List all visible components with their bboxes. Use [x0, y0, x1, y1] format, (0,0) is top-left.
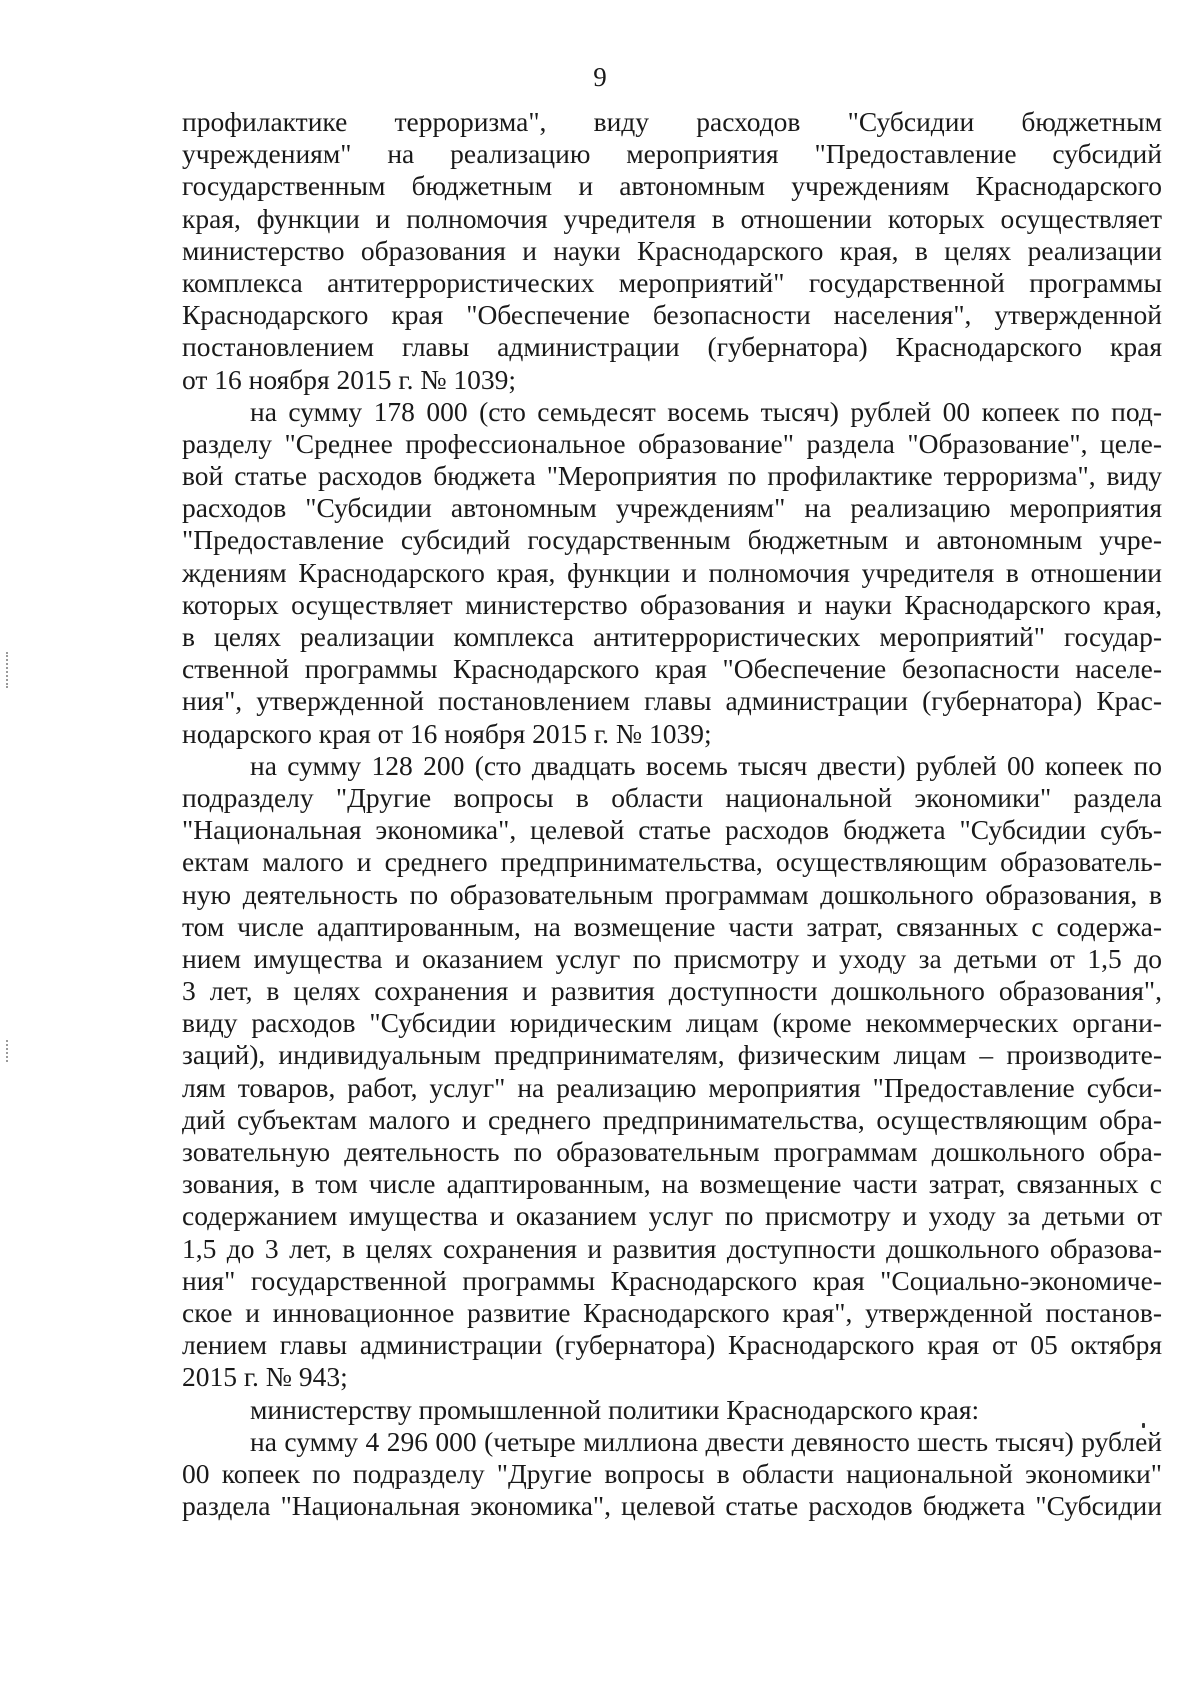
text-line: 2015 г. № 943;	[182, 1361, 348, 1393]
text-line: лям товаров, работ, услуг" на реализацию мероприятия "Предоставление субси-	[182, 1071, 1162, 1103]
text-line: министерство образования и науки Краснодарского края, в целях реализации	[182, 234, 1162, 266]
text-line: Краснодарского края "Обеспечение безопасности населения", утвержденной	[182, 299, 1162, 331]
text-line: министерству промышленной политики Краснодарского края:	[250, 1393, 980, 1425]
text-line: ственной программы Краснодарского края "Обеспечение безопасности населе-	[182, 653, 1162, 685]
text-line: 1,5 до 3 лет, в целях сохранения и развития доступности дошкольного образова-	[182, 1232, 1162, 1264]
paragraph	[182, 396, 1162, 750]
text-line: "Национальная экономика", целевой статье расходов бюджета "Субсидии субъ-	[182, 814, 1162, 846]
text-line: на сумму 4 296 000 (четыре миллиона двести девяносто шесть тысяч) рублей	[250, 1425, 1162, 1457]
scan-artifact-mark	[6, 1040, 11, 1062]
text-line: подразделу "Другие вопросы в области национальной экономики" раздела	[182, 781, 1162, 813]
page-number: 9	[593, 62, 607, 92]
text-line: от 16 ноября 2015 г. № 1039;	[182, 363, 517, 395]
text-line: государственным бюджетным и автономным учреждениям Краснодарского	[182, 170, 1162, 202]
text-line: лением главы администрации (губернатора) Краснодарского края от 05 октября	[182, 1329, 1162, 1361]
paragraph	[182, 750, 1162, 1394]
text-line: нодарского края от 16 ноября 2015 г. № 1039;	[182, 717, 712, 749]
text-line: том числе адаптированным, на возмещение части затрат, связанных с содержа-	[182, 910, 1162, 942]
text-line: ское и инновационное развитие Краснодарского края", утвержденной постанов-	[182, 1296, 1162, 1328]
text-line: дий субъектам малого и среднего предпринимательства, осуществляющим обра-	[182, 1103, 1162, 1135]
scan-artifact-mark	[6, 652, 11, 688]
text-line: ектам малого и среднего предпринимательства, осуществляющим образователь-	[182, 846, 1162, 878]
text-line: разделу "Среднее профессиональное образование" раздела "Образование", целе-	[182, 427, 1162, 459]
text-line: зования, в том числе адаптированным, на возмещение части затрат, связанных с	[182, 1168, 1162, 1200]
text-line: учреждениям" на реализацию мероприятия "Предоставление субсидий	[182, 138, 1162, 170]
text-line: "Предоставление субсидий государственным бюджетным и автономным учре-	[182, 524, 1162, 556]
text-line: ния", утвержденной постановлением главы администрации (губернатора) Крас-	[182, 685, 1162, 717]
document-body	[182, 106, 1162, 1522]
text-line: на сумму 128 200 (сто двадцать восемь тысяч двести) рублей 00 копеек по	[250, 749, 1162, 781]
text-line: содержанием имущества и оказанием услуг по присмотру и уходу за детьми от	[182, 1200, 1162, 1232]
text-line: виду расходов "Субсидии юридическим лицам (кроме некоммерческих органи-	[182, 1007, 1162, 1039]
text-line: 00 копеек по подразделу "Другие вопросы в области национальной экономики"	[182, 1457, 1162, 1489]
text-line: в целях реализации комплекса антитеррористических мероприятий" государ-	[182, 621, 1162, 652]
text-line: края, функции и полномочия учредителя в отношении которых осуществляет	[182, 202, 1162, 234]
text-line: раздела "Национальная экономика", целевой статье расходов бюджета "Субсидии	[182, 1490, 1162, 1522]
text-line: расходов "Субсидии автономным учреждениям" на реализацию мероприятия	[182, 492, 1162, 524]
text-line: 3 лет, в целях сохранения и развития доступности дошкольного образования",	[182, 975, 1162, 1007]
text-line: зовательную деятельность по образовательным программам дошкольного обра-	[182, 1136, 1162, 1167]
text-line: ную деятельность по образовательным программам дошкольного образования, в	[182, 878, 1162, 910]
text-line: которых осуществляет министерство образования и науки Краснодарского края,	[182, 588, 1162, 620]
text-line: на сумму 178 000 (сто семьдесят восемь тысяч) рублей 00 копеек по под-	[250, 395, 1162, 427]
text-line: нием имущества и оказанием услуг по присмотру и уходу за детьми от 1,5 до	[182, 942, 1162, 974]
text-line: вой статье расходов бюджета "Мероприятия по профилактике терроризма", виду	[182, 460, 1162, 492]
text-line: профилактике терроризма", виду расходов "Субсидии бюджетным	[182, 106, 1162, 137]
paragraph	[182, 1426, 1162, 1523]
paragraph	[182, 1394, 1162, 1426]
text-line: ждениям Краснодарского края, функции и полномочия учредителя в отношении	[182, 556, 1162, 588]
text-line: комплекса антитеррористических мероприятий" государственной программы	[182, 266, 1162, 298]
text-line: заций), индивидуальным предпринимателям, физическим лицам – производите-	[182, 1039, 1162, 1071]
text-line: ния" государственной программы Краснодарского края "Социально-экономиче-	[182, 1264, 1162, 1296]
text-line: постановлением главы администрации (губернатора) Краснодарского края	[182, 331, 1162, 363]
paragraph	[182, 106, 1162, 396]
